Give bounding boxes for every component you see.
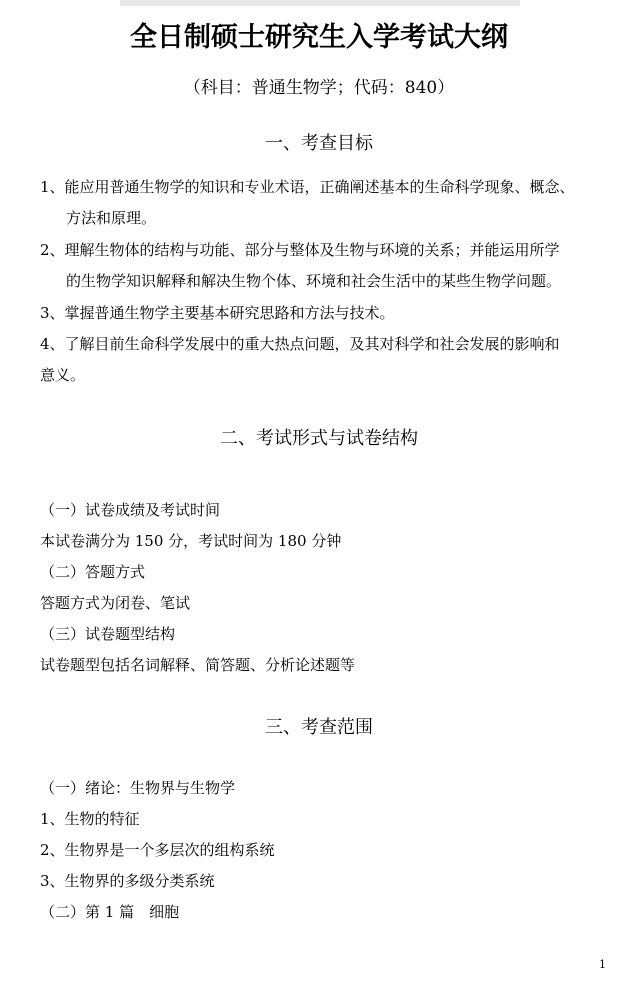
section-1-item-1 xyxy=(40,172,600,234)
section-2-sub-2: （二）答题方式 xyxy=(40,563,146,581)
section-3-item-1: 1、生物的特征 xyxy=(40,810,140,828)
section-2-sub-3: （三）试卷题型结构 xyxy=(40,625,176,643)
section-1-item-1-line-2: 方法和原理。 xyxy=(66,209,157,227)
section-3-item-2: 2、生物界是一个多层次的组构系统 xyxy=(40,841,275,859)
section-2-sub-1: （一）试卷成绩及考试时间 xyxy=(40,501,221,519)
section-2-sub-1-text: 本试卷满分为 150 分，考试时间为 180 分钟 xyxy=(40,532,342,550)
page-title: 全日制硕士研究生入学考试大纲 xyxy=(130,22,508,53)
section-2-sub-3-text: 试卷题型包括名词解释、简答题、分析论述题等 xyxy=(40,656,356,674)
section-1-item-4-line-1: 4、了解目前生命科学发展中的重大热点问题，及其对科学和社会发展的影响和 xyxy=(40,335,560,353)
section-1-heading: 一、考查目标 xyxy=(265,133,373,154)
page-number: 1 xyxy=(599,958,606,971)
section-1-item-1-line-1: 1、能应用普通生物学的知识和专业术语，正确阐述基本的生命科学现象、概念、 xyxy=(40,178,575,196)
subject-subtitle: （科目：普通生物学；代码：840） xyxy=(183,78,455,98)
section-2-body xyxy=(40,495,600,681)
section-3-body xyxy=(40,773,600,928)
section-3-heading: 三、考查范围 xyxy=(265,717,373,738)
section-3-item-3: 3、生物界的多级分类系统 xyxy=(40,872,215,890)
top-edge-bar xyxy=(120,0,520,6)
section-1-item-2-line-2: 的生物学知识解释和解决生物个体、环境和社会生活中的某些生物学问题。 xyxy=(66,272,562,290)
section-1-item-4-line-2: 意义。 xyxy=(40,366,86,384)
section-2-heading: 二、考试形式与试卷结构 xyxy=(220,428,418,449)
section-1-item-3 xyxy=(40,298,600,329)
section-1-item-4 xyxy=(40,329,600,391)
section-3-sub-2: （二）第 1 篇 细胞 xyxy=(40,903,180,921)
section-2-sub-2-text: 答题方式为闭卷、笔试 xyxy=(40,594,191,612)
section-3-sub-1: （一）绪论：生物界与生物学 xyxy=(40,779,236,797)
section-1-item-3-line: 3、掌握普通生物学主要基本研究思路和方法与技术。 xyxy=(40,304,395,322)
section-1-item-2-line-1: 2、理解生物体的结构与功能、部分与整体及生物与环境的关系；并能运用所学 xyxy=(40,241,560,259)
section-1-item-2 xyxy=(40,235,600,297)
